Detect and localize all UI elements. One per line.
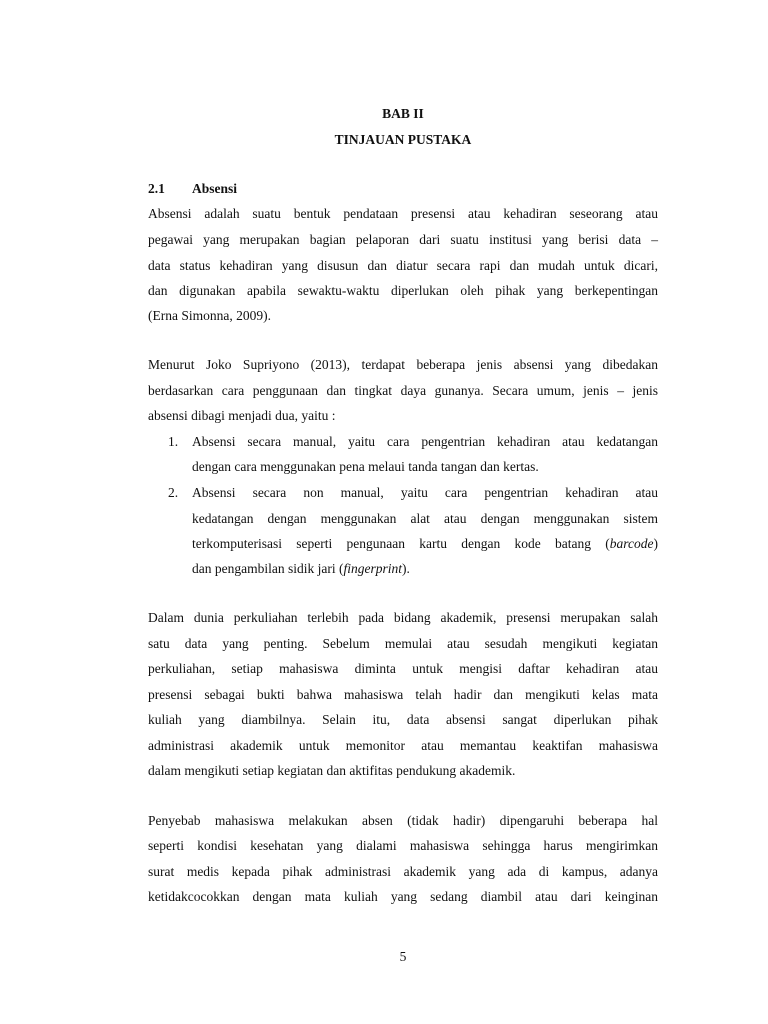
paragraph-line: Absensi adalah suatu bentuk pendataan presensi atau kehadiran seseorang atau [148,206,658,221]
paragraph-line: Menurut Joko Supriyono (2013), terdapat beberapa jenis absensi yang dibedakan [148,357,658,372]
paragraph-line: Penyebab mahasiswa melakukan absen (tidak hadir) dipengaruhi beberapa hal [148,813,658,828]
paragraph-line: Dalam dunia perkuliahan terlebih pada bidang akademik, presensi merupakan salah [148,610,658,625]
paragraph-line: administrasi akademik untuk memonitor atau memantau keaktifan mahasiswa [148,738,658,753]
paragraph-line: dalam mengikuti setiap kegiatan dan aktifitas pendukung akademik. [148,763,516,778]
paragraph-line: pegawai yang merupakan bagian pelaporan dari suatu institusi yang berisi data – [148,232,658,247]
list-item-line: dengan cara menggunakan pena melaui tanda tangan dan kertas. [192,459,539,474]
list-number: 2. [168,485,179,500]
list-number: 1. [168,434,179,449]
list-item-line: dan pengambilan sidik jari (fingerprint). [192,561,410,576]
paragraph-line: data status kehadiran yang disusun dan diatur secara rapi dan mudah untuk dicari, [148,258,658,273]
paragraph-line: seperti kondisi kesehatan yang dialami mahasiswa sehingga harus mengirimkan [148,838,658,853]
fingerprint-term: fingerprint [343,561,402,576]
paragraph-line: berdasarkan cara penggunaan dan tingkat daya gunanya. Secara umum, jenis – jenis [148,383,658,398]
section-title: Absensi [192,181,238,196]
list-item-line: Absensi secara manual, yaitu cara pengentrian kehadiran atau kedatangan [192,434,658,449]
list-item-line: Absensi secara non manual, yaitu cara pengentrian kehadiran atau [192,485,658,500]
page-number: 5 [399,949,407,964]
paragraph-line: absensi dibagi menjadi dua, yaitu : [148,408,336,423]
paragraph-line: ketidakcocokkan dengan mata kuliah yang sedang diambil atau dari keinginan [148,889,658,904]
paragraph-line: satu data yang penting. Sebelum memulai atau sesudah mengikuti kegiatan [148,636,658,651]
paragraph-line: perkuliahan, setiap mahasiswa diminta untuk mengisi daftar kehadiran atau [148,661,658,676]
paragraph-line: kuliah yang diambilnya. Selain itu, data absensi sangat diperlukan pihak [148,712,658,727]
barcode-term: barcode [609,536,654,551]
chapter-title: TINJAUAN PUSTAKA [334,132,472,147]
paragraph-line: presensi sebagai bukti bahwa mahasiswa telah hadir dan mengikuti kelas mata [148,687,658,702]
paragraph-line: surat medis kepada pihak administrasi akademik yang ada di kampus, adanya [148,864,658,879]
paragraph-line: dan digunakan apabila sewaktu-waktu diperlukan oleh pihak yang berkepentingan [148,283,658,298]
list-item-line: terkomputerisasi seperti pengunaan kartu dengan kode batang (barcode) [192,536,658,551]
section-number: 2.1 [148,181,165,196]
chapter-label: BAB II [382,106,424,121]
list-item-line: kedatangan dengan menggunakan alat atau dengan menggunakan sistem [192,511,658,526]
paragraph-line: (Erna Simonna, 2009). [148,308,271,323]
